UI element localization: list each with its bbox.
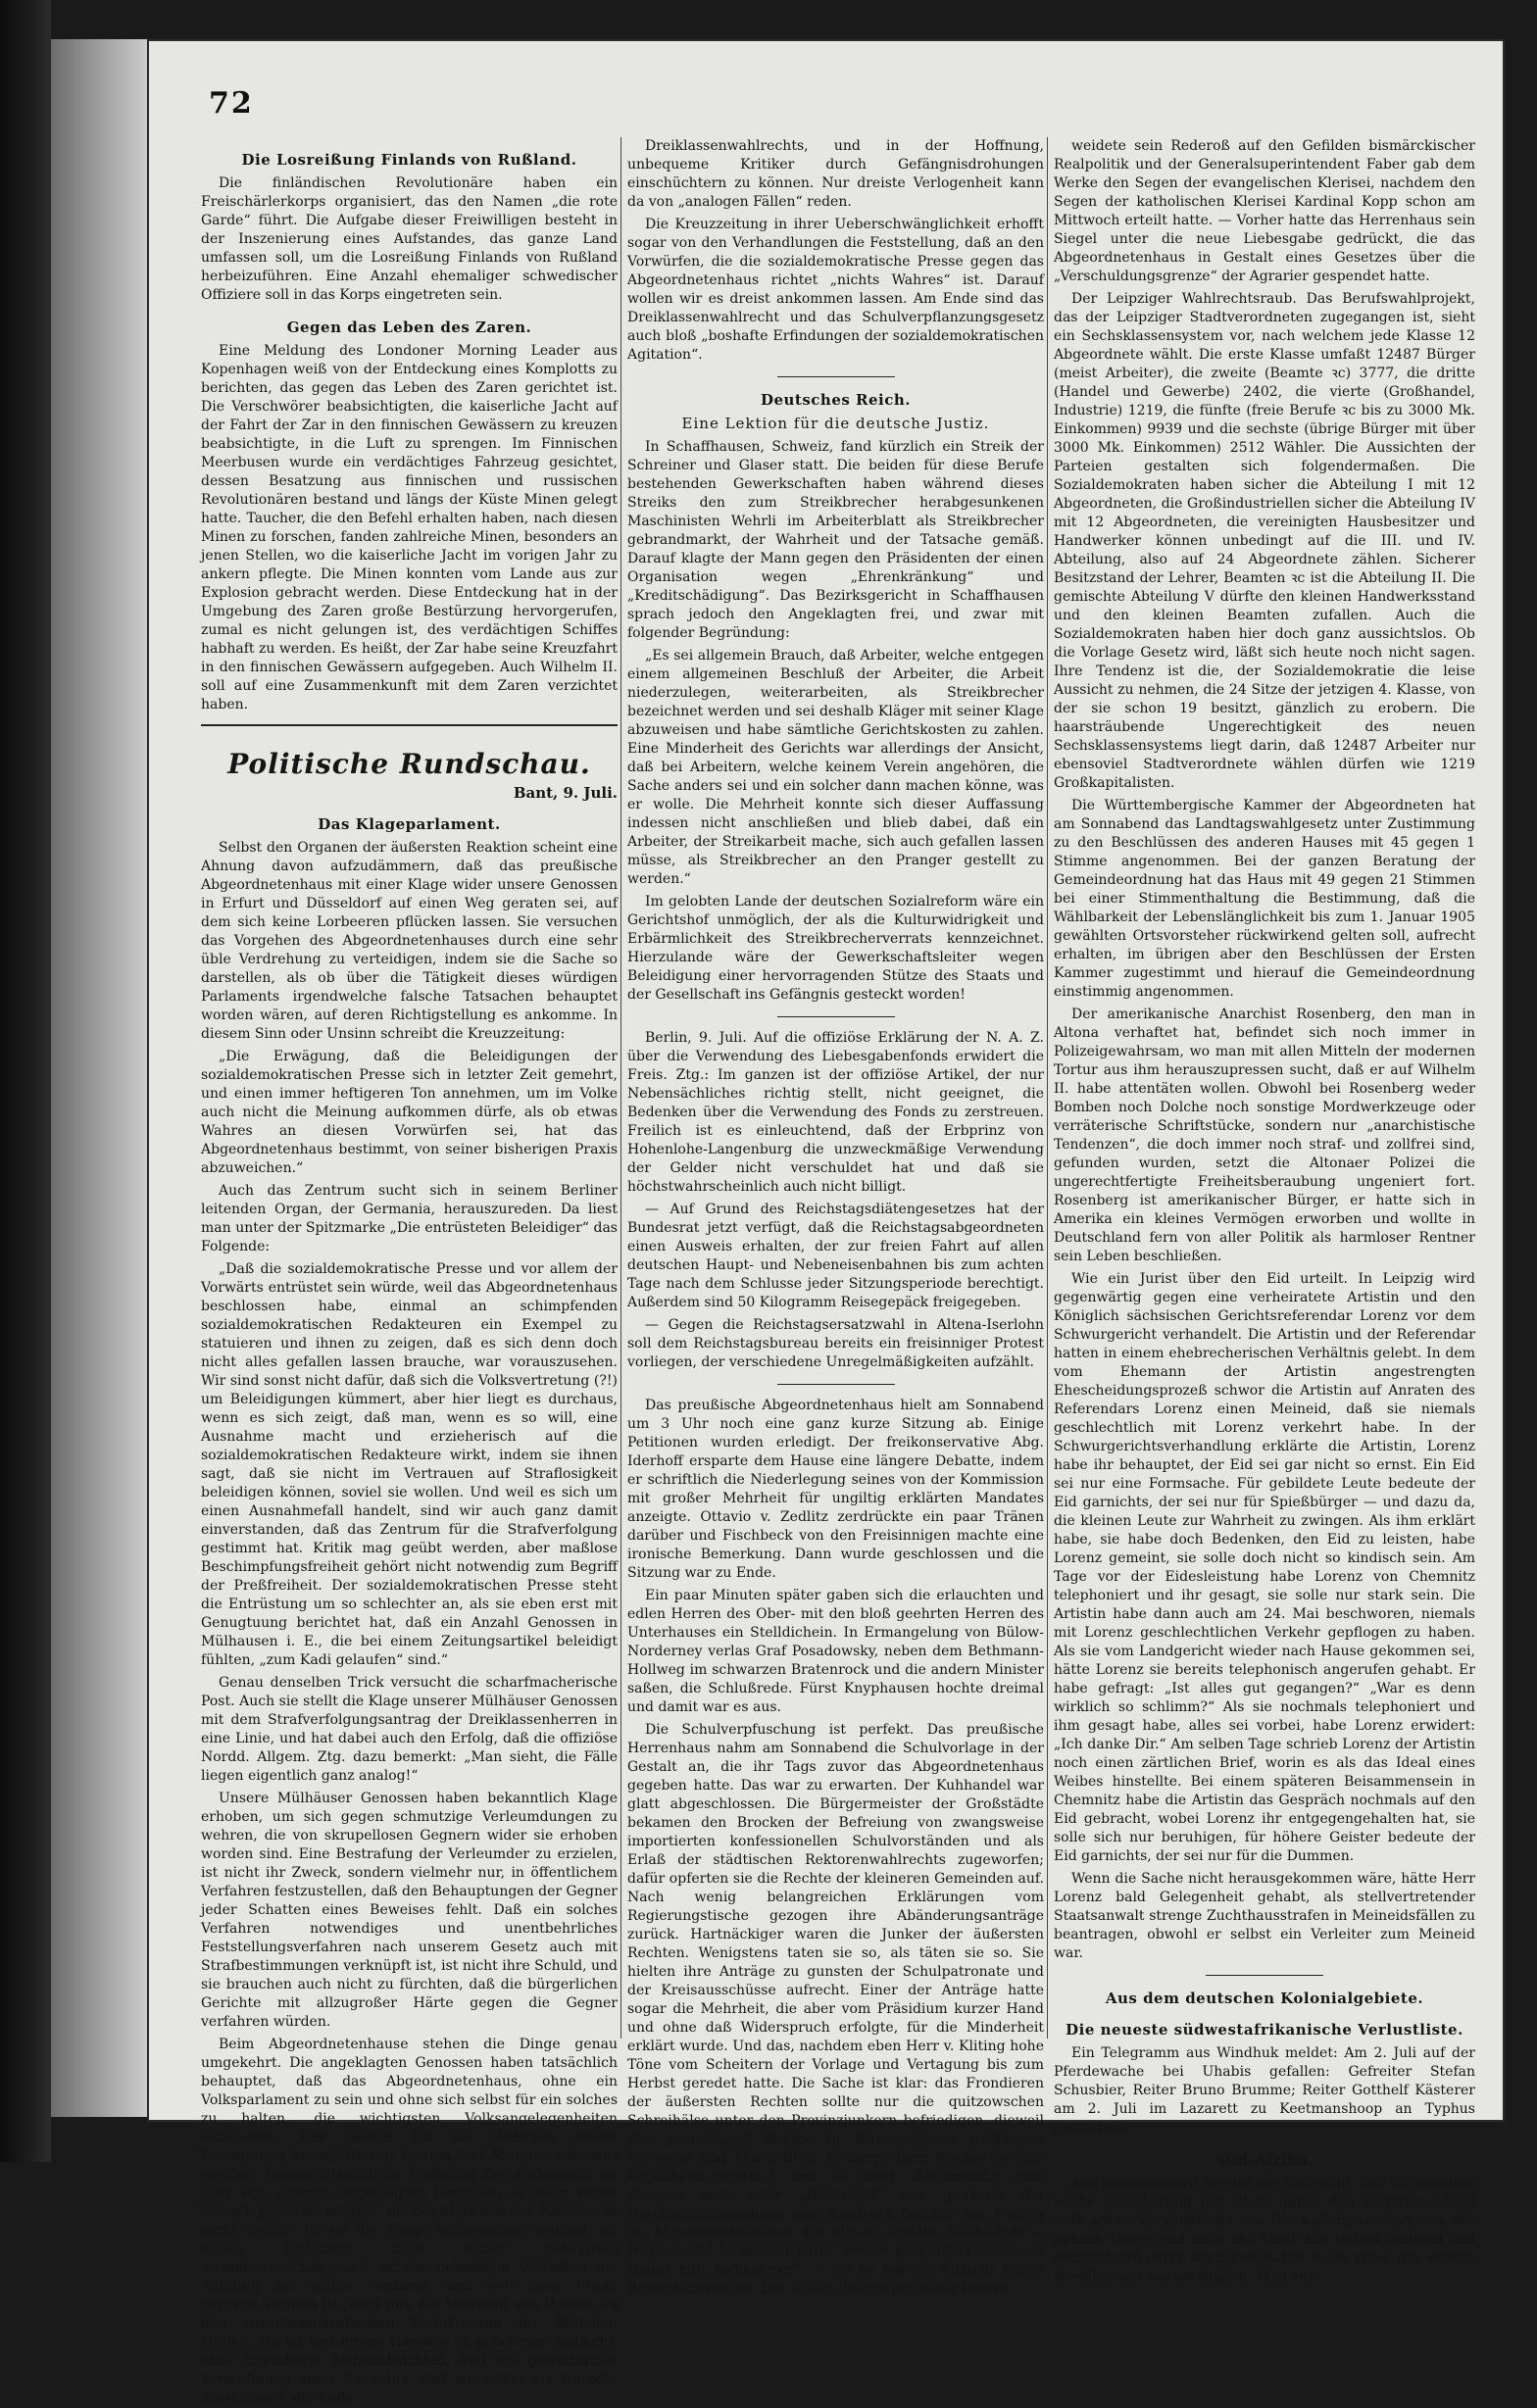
headline-sued-afrika: Süd-Afrika. [1215, 2151, 1314, 2169]
headline-verlustliste: Die neueste südwestafrikanische Verlustliste. [1066, 2021, 1463, 2039]
paragraph: Unsere Mülhäuser Genossen haben bekanntlich Klage erhoben, um sich gegen schmutzige Verleumdungen zu wehren, die von skrupellosen Gegnern wider sie erhoben worden sind. Eine Bestrafung der Verleumder zu erzielen, ist nicht ihr Zweck, sondern vielmehr nur, in öffentlichem Verfahren festzustellen, daß den Behauptungen der Gegner jeder Schatten eines Beweises fehlt. Daß ein solches Verfahren notwendiges und unentbehrliches Feststellungsverfahren nach unserem Gesetz auch mit Strafbestimmungen verknüpft ist, ist nicht ihre Schuld, und sie brauchen auch nicht zu fürchten, daß die bürgerlichen Gerichte mit allzugroßer Härte gegen die Gegner verfahren würden. [201, 1791, 618, 2030]
paragraph: „Es sei allgemein Brauch, daß Arbeiter, welche entgegen einem allgemeinen Beschluß der Arbeiter, die Arbeit niederzulegen, weiterarbeiten, als Streikbrecher bezeichnet werden und sei deshalb Kläger mit seiner Klage abzuweisen und habe sämtliche Gerichtskosten zu zahlen. Eine Minderheit des Gerichts war allerdings der Ansicht, daß bei Arbeitern, welche keinem Verein angehören, die Sache anders sei und ein solcher dann machen könne, was er wolle. Die Mehrheit konnte sich dieser Auffassung indessen nicht anschließen und blieb dabei, daß ein Arbeiter, der Streikarbeit mache, sich auch gefallen lassen müsse, als Streikbrecher an den Pranger gestellt zu werden.“ [627, 648, 1044, 887]
paragraph: Die Württembergische Kammer der Abgeordneten hat am Sonnabend das Landtagswahlgesetz unter Zustimmung zu den Beschlüssen des anderen Hauses mit 45 gegen 1 Stimme angenommen. Bei der ganzen Beratung der Gemeindeordnung hat das Haus mit 49 gegen 21 Stimmen bei einer Stimmenthaltung die Bestimmung, daß die Wählbarkeit der Lebenslänglichkeit bis zum 1. Januar 1905 gewählten Ortsvorsteher rückwirkend gelten soll, aufrecht erhalten, im übrigen aber den Beschlüssen der Ersten Kammer zugestimmt und hierauf die Gemeindeordnung einstimmig angenommen. [1054, 798, 1475, 1000]
section-divider [201, 724, 618, 726]
headline-kolonialgebiete: Aus dem deutschen Kolonialgebiete. [1105, 1990, 1424, 2007]
column-rule [1047, 137, 1048, 2039]
divider [1206, 1975, 1323, 1976]
paragraph: Selbst den Organen der äußersten Reaktion scheint eine Ahnung davon aufzudämmern, daß das preußische Abgeordnetenhaus mit einer Klage wider unsere Genossen in Erfurt und Düsseldorf auf einen Weg geraten sei, auf dem sich keine Lorbeeren pflücken lassen. Sie versuchen das Vorgehen des Abgeordnetenhauses durch eine sehr üble Verdrehung zu verteidigen, indem sie die Sache so darstellen, als ob über die Tätigkeit dieses würdigen Parlaments irgendwelche falsche Tatsachen behauptet worden wären, auf deren Richtigstellung es ankomme. In diesem Sinn oder Unsinn schreibt die Kreuzzeitung: [201, 840, 618, 1042]
article-zar: Eine Meldung des Londoner Morning Leader aus Kopenhagen weiß von der Entdeckung eines Komplotts zu berichten, das gegen das Leben des Zaren gerichtet ist. Die Verschwörer beabsichtigten, die kaiserliche Jacht auf der Fahrt der Zar in den finnischen Gewässern zu kreuzen beabsichtigte, in die Luft zu sprengen. Im Finnischen Meerbusen wurde ein verdächtiges Fahrzeug gesichtet, dessen Besatzung aus finnischen und russischen Revolutionären bestand und längs der Küste Minen gelegt hatte. Taucher, die den Befehl erhalten haben, nach diesen Minen zu forschen, fanden zahlreiche Minen, besonders an jenen Stellen, wo die kaiserliche Jacht im vorigen Jahr zu ankern pflegte. Die Minen konnten vom Lande aus zur Explosion gebracht werden. Diese Entdeckung hat in der Umgebung des Zaren große Bestürzung hervorgerufen, zumal es nicht gelungen ist, des verdächtigen Schiffes habhaft zu werden. Es heißt, der Zar habe seine Kreuzfahrt in den finnischen Gewässern aufgegeben. Auch Wilhelm II. soll auf eine Zusammenkunft mit dem Zaren verzichtet haben. [201, 343, 618, 713]
paragraph: Wie ein Jurist über den Eid urteilt. In Leipzig wird gegenwärtig gegen eine verheiratete Artistin und den Königlich sächsischen Gerichtsreferendar Lorenz vor dem Schwurgericht verhandelt. Die Artistin und der Referendar hatten in einem ehebrecherischen Verhältnis gelebt. In dem vom Ehemann der Artistin angestrengten Ehescheidungsprozeß schwor die Artistin auf Anraten des Referendars Lorenz einen Meineid, daß sie niemals geschlechtlich mit Lorenz verkehrt habe. In der Schwurgerichtsverhandlung erklärte die Artistin, Lorenz habe ihr behauptet, der Eid sei gar nicht so ernst. Ein Eid sei nur eine Formsache. Für gebildete Leute bedeute der Eid garnichts, der sei nur für Spießbürger — und dazu da, die kleinen Leute zur Wahrheit zu zwingen. Als ihm erklärt habe, sie habe doch Bedenken, den Eid zu leisten, habe Lorenz gemeint, sie solle doch nicht so kindisch sein. Am Tage vor der Eidesleistung habe Lorenz von Chemnitz telephoniert und ihr gesagt, sie solle nur stark sein. Die Artistin habe dann auch am 24. Mai beschworen, niemals mit Lorenz geschlechtlichen Verkehr gepflogen zu haben. Als sie vom Landgericht wieder nach Hause gekommen sei, hätte Lorenz sie bereits telephonisch angerufen gehabt. Er habe gefragt: „Ist alles gut gegangen?“ „War es denn wirklich so schlimm?“ Als sie nochmals telephoniert und ihm gesagt habe, alles sei vorbei, habe Lorenz erwidert: „Ich danke Dir.“ Am selben Tage schrieb Lorenz der Artistin noch einen zärtlichen Brief, worin es als das Ideal eines Weibes hinstellte. Bei einem späteren Beisammensein in Chemnitz habe die Artistin das Gespräch nochmals auf den Eid gebracht, wobei Lorenz ihr entgegengehalten hat, sie solle sich nur beruhigen, für höhere Geister bedeute der Eid garnichts, der sei nur für die Dummen. [1054, 1271, 1475, 1864]
page-gutter [51, 39, 151, 2117]
column-3 [1054, 137, 1475, 2285]
headline-finland: Die Losreißung Finlands von Rußland. [241, 151, 577, 169]
divider [777, 1384, 895, 1385]
column-1 [201, 137, 618, 2406]
paragraph: Aus Johannesburg kommt die Nachricht, daß die gesamte weiße Bevölkerung der Stadt durch den Kaffernaufstand aufs schwerste gefährdet sei. Die Kaffern strömen aus der ganzen Umgegend nach der Stadt und ziehen raubend und einbrechend durch die Straßen. Die Panik unter der weißen Bevölkerung wächst täglich. Man ver- [1054, 2176, 1475, 2285]
paragraph: weidete sein Rederoß auf den Gefilden bismärckischer Realpolitik und der Generalsuperintendent Faber gab dem Werke den Segen der evangelischen Klerisei, nachdem den Segen der katholischen Klerisei Kardinal Kopp schon am Mittwoch erteilt hatte. — Vorher hatte das Herrenhaus sein Siegel unter die neue Liebesgabe gedrückt, die das Abgeordnetenhaus in Gestalt eines Gesetzes über die „Verschuldungsgrenze“ der Agrarier gespendet hatte. [1054, 138, 1475, 284]
paragraph: Genau denselben Trick versucht die scharfmacherische Post. Auch sie stellt die Klage unserer Mülhäuser Genossen mit dem Strafverfolgungsantrag der Dreiklassenherren in eine Linie, und hat dabei auch den Erfolg, daß die offiziöse Nordd. Allgem. Ztg. dazu bemerkt: „Man sieht, die Fälle liegen eigentlich ganz analog!“ [201, 1675, 618, 1784]
paragraph: In Schaffhausen, Schweiz, fand kürzlich ein Streik der Schreiner und Glaser statt. Die beiden für diese Berufe bestehenden Gewerkschaften haben während dieses Streiks den zum Streikbrecher herabgesunkenen Maschinisten Wehrli im Arbeiterblatt als Streikbrecher gebrandmarkt, der Wahrheit und der Tatsache gemäß. Darauf klagte der Mann gegen den Präsidenten der einen Organisation wegen „Ehrenkränkung“ und „Kreditschädigung“. Das Bezirksgericht in Schaffhausen sprach jedoch den Angeklagten frei, und zwar mit folgender Begründung: [627, 439, 1044, 641]
paragraph: Ein paar Minuten später gaben sich die erlauchten und edlen Herren des Ober- mit den bloß geehrten Herren des Unterhauses ein Stelldichein. In Ermangelung von Bülow-Norderney verlas Graf Posadowsky, neben dem Bethmann-Hollweg im schwarzen Bratenrock und die andern Minister saßen, die Schlußrede. Fürst Knyphausen hochte dreimal und damit war es aus. [627, 1588, 1044, 1715]
column-2 [627, 137, 1044, 2296]
page-number: 72 [209, 86, 254, 121]
paragraph: — Auf Grund des Reichstagsdiätengesetzes hat der Bundesrat jetzt verfügt, daß die Reichstagsabgeordneten einen Ausweis erhalten, der zur freien Fahrt auf allen deutschen Haupt- und Nebeneisenbahnen bis zum achten Tage nach dem Schlusse jeder Sitzungsperiode berechtigt. Außerdem sind 50 Kilogramm Reisegepäck freigegeben. [627, 1202, 1044, 1310]
paragraph: Der amerikanische Anarchist Rosenberg, den man in Altona verhaftet hat, befindet sich noch immer in Polizeigewahrsam, wo man mit allen Mitteln der modernen Tortur aus ihm herauszupressen sucht, daß er auf Wilhelm II. habe attentäten wollen. Obwohl bei Rosenberg weder Bomben noch Dolche noch sonstige Mordwerkzeuge oder verräterische Schriftstücke, sondern nur „anarchistische Tendenzen“, die doch immer noch straf- und zollfrei sind, gefunden wurden, setzt die Altonaer Polizei die ungerechtfertigte Freiheitsberaubung ungeniert fort. Rosenberg ist amerikanischer Bürger, er hatte sich in Amerika ein kleines Vermögen erworben und wollte in Deutschland fern von aller Politik als harmloser Rentner sein Leben beschließen. [1054, 1007, 1475, 1264]
paragraph: Dreiklassenwahlrechts, und in der Hoffnung, unbequeme Kritiker durch Gefängnisdrohungen einschüchtern zu können. Nur dreiste Verlogenheit kann da von „analogen Fällen“ reden. [627, 138, 1044, 210]
subheadline-lektion: Eine Lektion für die deutsche Justiz. [681, 415, 990, 432]
paragraph: Wenn die Sache nicht herausgekommen wäre, hätte Herr Lorenz bald Gelegenheit gehabt, als stellvertretender Staatsanwalt strenge Zuchthausstrafen in Meineidsfällen zu beantragen, obwohl er selbst ein Verleiter zum Meineid war. [1054, 1871, 1475, 1961]
paragraph: Im gelobten Lande der deutschen Sozialreform wäre ein Gerichtshof unmöglich, der als die Kulturwidrigkeit und Erbärmlichkeit des Streikbrecherverrats kennzeichnet. Hierzulande wäre der Gewerkschaftsleiter wegen Beleidigung einer hervorragenden Stütze des Staats und der Gesellschaft ins Gefängnis gesteckt worden! [627, 894, 1044, 1003]
paragraph: Berlin, 9. Juli. Auf die offiziöse Erklärung der N. A. Z. über die Verwendung des Liebesgabenfonds erwidert die Freis. Ztg.: Im ganzen ist der offiziöse Artikel, der nur Nebensächliches richtig stellt, nicht geeignet, die Bedenken über die Verwendung des Fonds zu zerstreuen. Freilich ist es einleuchtend, daß der Erbprinz von Hohenlohe-Langenburg die unzweckmäßige Verwendung der Gelder nicht verschuldet hat und daß sie höchstwahrscheinlich auch nicht billigt. [627, 1030, 1044, 1195]
paragraph: Beim Abgeordnetenhause stehen die Dinge genau umgekehrt. Die angeklagten Genossen haben tatsächlich behauptet, daß das Abgeordnetenhaus, ohne ein Volksparlament zu sein und ohne sich selbst für ein solches zu halten, die wichtigsten Volksangelegenheiten entscheide. Der Beweis für die Wahrheit dieser Behauptung kann jederzeit binnen fünf Minuten erbracht werden. Dieses tatsächliche Verhalten des Parlaments ist aber von unseren angeklagten Genossen in einer Weise kritisch gewertet worden, die der Mehrheit des Parlaments nicht gefällt. Es ist die Frage aufgeworfen worden, ob dieses Parlament nach seiner bekannten Zusammensetzung und seinem bekannten Verhalten die Achtung des Volkes verdiene, und weil diese Frage verneint worden ist, wird nun die Mehrheit des Hauses an den sozialdemokratischen Redakteuren ihr Mütchen kühlen. Da ist von einem Handeln in gebotener Notwehr, ohne unsauberer Nebenabsichten, und von gewaltsamer Verteidigung eines Unrechts, daß sie selbst als Unrecht anerkennen, die Rede. [201, 2037, 618, 2406]
headline-klageparlament: Das Klageparlament. [318, 815, 501, 833]
paragraph: „Die Erwägung, daß die Beleidigungen der sozialdemokratischen Presse sich in letzter Zeit gemehrt, und einen immer heftigeren Ton annehmen, um im Volke auch nicht die Meinung aufkommen dürfe, als ob etwas Wahres an diesen Vorwürfen sei, hat das Abgeordnetenhaus bestimmt, von seiner bisherigen Praxis abzuweichen.“ [201, 1049, 618, 1176]
article-finland: Die finländischen Revolutionäre haben ein Freischärlerkorps organisiert, das den Namen „die rote Garde“ führt. Die Aufgabe dieser Freiwilligen besteht in der Inszenierung eines Aufstandes, das ganze Land umfassen soll, um die Losreißung Finlands von Rußland herbeizuführen. Eine Anzahl ehemaliger schwedischer Offiziere soll in das Korps eingetreten sein. [201, 175, 618, 303]
section-title-rundschau: Politische Rundschau. [227, 748, 591, 780]
paragraph: Die Kreuzzeitung in ihrer Ueberschwänglichkeit erhofft sogar von den Verhandlungen die Feststellung, daß an den Vorwürfen, die die sozialdemokratische Presse gegen das Abgeordnetenhaus richtet „nichts Wahres“ ist. Darauf wollen wir es dreist ankommen lassen. Am Ende sind das Dreiklassenwahlrecht und das Schulverpflanzungsgesetz auch bloß „boshafte Erfindungen der sozialdemokratischen Agitation“. [627, 217, 1044, 363]
divider [777, 376, 895, 377]
headline-deutsches-reich: Deutsches Reich. [760, 391, 912, 409]
paragraph: Auch das Zentrum sucht sich in seinem Berliner leitenden Organ, der Germania, herauszureden. Da liest man unter der Spitzmarke „Die entrüsteten Beleidiger“ das Folgende: [201, 1183, 618, 1254]
book-binding [0, 0, 51, 2162]
column-rule [620, 137, 621, 2039]
paragraph: Das preußische Abgeordnetenhaus hielt am Sonnabend um 3 Uhr noch eine ganz kurze Sitzung ab. Einige Petitionen wurden erledigt. Der freikonservative Abg. Iderhoff ersparte dem Hause eine längere Debatte, indem er schriftlich die Niederlegung seines von der Kommission mit großer Mehrheit für ungiltig erklärten Mandates anzeigte. Ottavio v. Zedlitz zerdrückte ein paar Tränen darüber und Fischbeck von den Freisinnigen machte eine ironische Bemerkung. Dann wurde geschlossen und die Sitzung war zu Ende. [627, 1398, 1044, 1581]
paragraph: Die Schulverpfuschung ist perfekt. Das preußische Herrenhaus nahm am Sonnabend die Schulvorlage in der Gestalt an, die ihr Tags zuvor das Abgeordnetenhaus gegeben hatte. Das war zu erwarten. Der Kuhhandel war glatt abgeschlossen. Die Bürgermeister der Großstädte bekamen den Brocken der Befreiung von zwangsweise importierten konfessionellen Schulvorständen und als Erlaß der städtischen Rektorenwahlrechts zugeworfen; dafür opferten sie die Rechte der kleineren Gemeinden auf. Nach wenig belangreichen Erklärungen vom Regierungstische gezogen ihre Abänderungsanträge zurück. Hartnäckiger waren die Junker der äußersten Rechten. Wenigstens taten sie so, als täten sie so. Sie hielten ihre Anträge zu gunsten der Schulpatronate und der Kreisausschüsse aufrecht. Einer der Anträge hatte sogar die Mehrheit, die aber vom Präsidium kurzer Hand und ohne daß Widerspruch erfolgte, für die Minderheit erklärt wurde. Und das, nachdem eben Herr v. Kliting hohe Töne vom Scheitern der Vorlage und Vertagung bis zum Herbst geredet hatte. Die Sache ist klar: das Frondieren der äußersten Rechten sollte nur die quitzowschen Schreihälse unter den Provinzjunkern befriedigen, dieweil die „gemäßigte“ Rechte in Wartenslebens gefälligem Vorworte und Manteuffels freiherrlichem Nachworte zur Sonnabend-Beratung und in ihrer Zustimmung zum Gesetze froh aller „Bedenken“ den Junkern der Durchschnittsmeinung zum Ausdruck brachte, am Freitag im Abgeordnetenhause der kleine, schlaue Reaktionär v. Heydebrand formuliert hatte: besser jetzt dies Gesetz, als später ein „radikaleres“. — So ist bot die Sitzung nichts Bemerkenswertes. Der Kieler Botanikprofessor Reinke [627, 1722, 1044, 2296]
paragraph: Ein Telegramm aus Windhuk meldet: Am 2. Juli auf der Pferdewache bei Uhabis gefallen: Gefreiter Stefan Schusbier, Reiter Bruno Brumme; Reiter Gotthelf Kästerer am 2. Juli im Lazarett zu Keetmanshoop an Typhus gestorben. [1054, 2045, 1475, 2136]
dateline: Bant, 9. Juli. [513, 784, 618, 802]
headline-zar: Gegen das Leben des Zaren. [286, 319, 532, 336]
paragraph: Der Leipziger Wahlrechtsraub. Das Berufswahlprojekt, das der Leipziger Stadtverordneten zugegangen ist, sieht ein Sechsklassensystem vor, nach welchem jede Klasse 12 Abgeordnete wählt. Die erste Klasse umfaßt 12487 Bürger (meist Arbeiter), die zweite (Beamte ꝛc) 3777, die dritte (Handel und Gewerbe) 2402, die vierte (Großhandel, Industrie) 1219, die fünfte (freie Berufe ꝛc bis zu 3000 Mk. Einkommen) 9939 und die sechste (übrige Bürger mit über 3000 Mk. Einkommen) 2512 Wähler. Die Aussichten der Parteien gestalten sich folgendermaßen. Die Sozialdemokraten haben sicher die Abteilung I mit 12 Abgeordneten, die Großindustriellen sicher die Abteilung IV mit 12 Abgeordneten, die vereinigten Hausbesitzer und Handwerker können unbedingt auf die III. und IV. Abteilung, also auf 24 Abgeordnete zählen. Sicherer Besitzstand der Lehrer, Beamten ꝛc ist die Abteilung II. Die gemischte Abteilung V dürfte den kleinen Handwerksstand und den kleinen Beamten zufallen. Auch die Sozialdemokraten haben hier doch ganz aussichtslos. Ob die Vorlage Gesetz wird, läßt sich heute noch nicht sagen. Ihre Tendenz ist die, der Sozialdemokratie die leise Aussicht zu nehmen, die 24 Sitze der jetzigen 4. Klasse, von der sie schon 19 besitzt, gänzlich zu erobern. Die haarsträubende Ungerechtigkeit des neuen Sechsklassensystems liegt darin, daß 12487 Arbeiter nur ebensoviel Stadtverordnete wählen dürfen wie 1219 Großkapitalisten. [1054, 291, 1475, 791]
paragraph: „Daß die sozialdemokratische Presse und vor allem der Vorwärts entrüstet sein würde, weil das Abgeordnetenhaus beschlossen habe, einmal an schimpfenden sozialdemokratischen Redakteuren ein Exempel zu statuieren und ihnen zu zeigen, daß es sich denn doch nicht alles gefallen lassen brauche, war vorauszusehen. Wir sind sonst nicht dafür, daß sich die Volksvertretung (?!) um Beleidigungen kümmert, aber hier liegt es durchaus, wenn es sich zeigt, daß man, wenn es so will, eine Ausnahme macht und erzieherisch auf die sozialdemokratischen Redakteure wirkt, indem sie ihnen sagt, daß sie nicht im Vertrauen auf Straflosigkeit beleidigen können, soviel sie wollen. Und weil es sich um einen Ausnahmefall handelt, sind wir auch ganz damit einverstanden, daß das Zentrum für die Strafverfolgung gestimmt hat. Kritik mag geübt werden, aber maßlose Beschimpfungsfreiheit gehört nicht notwendig zum Begriff der Preßfreiheit. Der sozialdemokratischen Presse steht die Entrüstung um so schlechter an, als sie eben erst mit Genugtuung berichtet hat, daß ein Anzahl Genossen in Mülhausen i. E., die bei einem Zeitungsartikel beleidigt fühlten, „zum Kadi gelaufen“ sind.“ [201, 1261, 618, 1668]
paragraph: — Gegen die Reichstagsersatzwahl in Altena-Iserlohn soll dem Reichstagsbureau bereits ein freisinniger Protest vorliegen, der verschiedene Unregelmäßigkeiten aufzählt. [627, 1317, 1044, 1370]
divider [777, 1016, 895, 1017]
